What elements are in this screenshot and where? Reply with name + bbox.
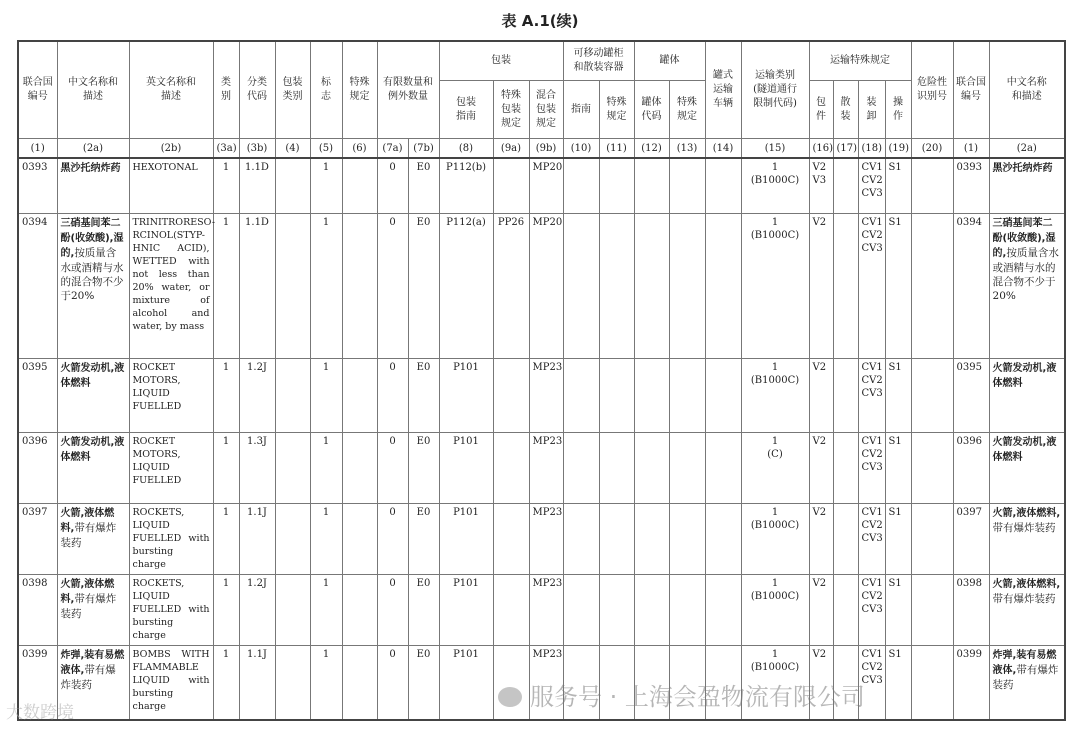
table-row	[18, 213, 1065, 358]
table-row	[18, 158, 1065, 213]
special-packing	[493, 503, 529, 574]
mixed-packing: MP23	[529, 645, 563, 720]
class-code: 1.1J	[239, 645, 275, 720]
pt-instruction	[563, 432, 599, 503]
tank-code	[634, 158, 669, 213]
column-number: (5)	[310, 139, 342, 159]
tank-code	[634, 503, 669, 574]
packages-provision: V2	[809, 358, 833, 432]
name-zh-rest: 带有爆炸装药	[992, 592, 1056, 605]
bulk-provision	[833, 645, 858, 720]
name-zh-bold: 火箭发动机,液体燃料	[60, 362, 125, 389]
header-transport-special: 运输特殊规定	[809, 41, 911, 81]
name-zh-rest: 按质量含水或酒精与水的混合物不少于20%	[60, 246, 124, 302]
class-code: 1.3J	[239, 432, 275, 503]
transport-category: 1 (B1000C)	[741, 503, 809, 574]
limited-quantity: 0	[377, 645, 408, 720]
tank-special	[669, 645, 705, 720]
special-provisions	[342, 158, 377, 213]
column-number: (2a)	[989, 139, 1065, 159]
pt-special	[599, 503, 634, 574]
class: 1	[213, 358, 239, 432]
column-number: (7b)	[408, 139, 439, 159]
class: 1	[213, 645, 239, 720]
column-number: (1)	[18, 139, 57, 159]
pt-special	[599, 645, 634, 720]
name-zh-bold: 火箭,液体燃料,	[60, 578, 115, 605]
name-en: ROCKET MOTORS, LIQUID FUELLED	[129, 358, 213, 432]
packing-instruction: P101	[439, 645, 493, 720]
labels: 1	[310, 213, 342, 358]
name-zh-bold: 炸弹,装有易燃液体,	[60, 649, 125, 676]
excepted-quantity: E0	[408, 432, 439, 503]
header-class: 类 别	[213, 41, 239, 139]
header-un-no-2: 联合国 编号	[953, 41, 989, 139]
column-number: (2a)	[57, 139, 129, 159]
un-number: 0399	[18, 645, 57, 720]
limited-quantity: 0	[377, 358, 408, 432]
un-number-right: 0393	[953, 158, 989, 213]
pt-special	[599, 432, 634, 503]
name-zh	[57, 432, 129, 503]
tank-vehicle	[705, 645, 741, 720]
header-tank-vehicle: 罐式 运输 车辆	[705, 41, 741, 139]
name-zh	[57, 213, 129, 358]
name-zh-bold: 黑沙托纳炸药	[60, 163, 121, 174]
tank-special	[669, 432, 705, 503]
bulk-provision	[833, 574, 858, 645]
class-code: 1.1J	[239, 503, 275, 574]
packing-group	[275, 503, 310, 574]
operation-provision: S1	[885, 574, 911, 645]
packing-group	[275, 574, 310, 645]
packing-instruction: P101	[439, 574, 493, 645]
name-zh-bold: 火箭,液体燃料,	[992, 578, 1061, 590]
header-name-en: 英文名称和 描述	[129, 41, 213, 139]
packages-provision: V2	[809, 645, 833, 720]
excepted-quantity: E0	[408, 503, 439, 574]
hazard-id	[911, 645, 953, 720]
header-transport-category: 运输类别 (隧道通行 限制代码)	[741, 41, 809, 139]
column-number: (11)	[599, 139, 634, 159]
mixed-packing: MP23	[529, 574, 563, 645]
packing-instruction: P101	[439, 432, 493, 503]
name-zh	[57, 574, 129, 645]
column-number: (3a)	[213, 139, 239, 159]
loading-provision: CV1 CV2 CV3	[858, 432, 885, 503]
excepted-quantity: E0	[408, 645, 439, 720]
pt-instruction	[563, 574, 599, 645]
operation-provision: S1	[885, 358, 911, 432]
tank-vehicle	[705, 358, 741, 432]
packages-provision: V2	[809, 213, 833, 358]
transport-category: 1 (B1000C)	[741, 158, 809, 213]
table-row	[18, 432, 1065, 503]
un-number-right: 0398	[953, 574, 989, 645]
excepted-quantity: E0	[408, 213, 439, 358]
name-en: ROCKETS, LIQUID FUELLED with bursting charge	[129, 503, 213, 574]
header-packing-group: 包装 类别	[275, 41, 310, 139]
name-zh	[57, 645, 129, 720]
column-number: (20)	[911, 139, 953, 159]
column-number: (7a)	[377, 139, 408, 159]
special-packing	[493, 645, 529, 720]
labels: 1	[310, 645, 342, 720]
labels: 1	[310, 158, 342, 213]
name-zh-right	[989, 645, 1065, 720]
pt-special	[599, 574, 634, 645]
mixed-packing: MP23	[529, 503, 563, 574]
operation-provision: S1	[885, 158, 911, 213]
loading-provision: CV1 CV2 CV3	[858, 213, 885, 358]
mixed-packing: MP23	[529, 432, 563, 503]
column-number: (19)	[885, 139, 911, 159]
class: 1	[213, 158, 239, 213]
pt-special	[599, 158, 634, 213]
column-number: (14)	[705, 139, 741, 159]
tank-special	[669, 503, 705, 574]
name-zh-rest: 带有爆炸装药	[992, 663, 1059, 691]
table-row	[18, 645, 1065, 720]
packages-provision: V2 V3	[809, 158, 833, 213]
header-un-no: 联合国 编号	[18, 41, 57, 139]
limited-quantity: 0	[377, 503, 408, 574]
name-zh-rest: 带有爆炸装药	[60, 663, 116, 691]
special-provisions	[342, 358, 377, 432]
column-number: (10)	[563, 139, 599, 159]
operation-provision: S1	[885, 213, 911, 358]
name-zh-bold: 火箭,液体燃料,	[992, 507, 1061, 519]
transport-category: 1 (B1000C)	[741, 358, 809, 432]
header-hazard-id: 危险性 识别号	[911, 41, 953, 139]
column-number: (3b)	[239, 139, 275, 159]
labels: 1	[310, 503, 342, 574]
packages-provision: V2	[809, 503, 833, 574]
limited-quantity: 0	[377, 158, 408, 213]
column-number: (9a)	[493, 139, 529, 159]
class: 1	[213, 503, 239, 574]
name-zh-rest: 带有爆炸装药	[60, 592, 117, 620]
dangerous-goods-table	[17, 40, 1066, 721]
special-packing	[493, 574, 529, 645]
table-row	[18, 574, 1065, 645]
column-number: (8)	[439, 139, 493, 159]
hazard-id	[911, 213, 953, 358]
mixed-packing: MP23	[529, 358, 563, 432]
tank-vehicle	[705, 574, 741, 645]
loading-provision: CV1 CV2 CV3	[858, 158, 885, 213]
special-packing	[493, 358, 529, 432]
tank-code	[634, 358, 669, 432]
hazard-id	[911, 358, 953, 432]
column-number: (18)	[858, 139, 885, 159]
limited-quantity: 0	[377, 213, 408, 358]
packing-instruction: P101	[439, 503, 493, 574]
un-number: 0396	[18, 432, 57, 503]
column-number: (15)	[741, 139, 809, 159]
tank-code	[634, 645, 669, 720]
header-name-zh-2: 中文名称 和描述	[989, 41, 1065, 139]
un-number-right: 0396	[953, 432, 989, 503]
tank-special	[669, 358, 705, 432]
tank-vehicle	[705, 158, 741, 213]
header-bulk: 散 装	[833, 81, 858, 139]
special-provisions	[342, 645, 377, 720]
pt-special	[599, 213, 634, 358]
class-code: 1.1D	[239, 158, 275, 213]
mixed-packing: MP20	[529, 213, 563, 358]
column-number: (4)	[275, 139, 310, 159]
header-class-code: 分类 代码	[239, 41, 275, 139]
tank-code	[634, 574, 669, 645]
column-number: (6)	[342, 139, 377, 159]
class-code: 1.1D	[239, 213, 275, 358]
special-provisions	[342, 503, 377, 574]
packing-instruction: P101	[439, 358, 493, 432]
name-zh-bold: 黑沙托纳炸药	[992, 163, 1053, 174]
packing-group	[275, 358, 310, 432]
header-portable-tanks: 可移动罐柜 和散装容器	[563, 41, 634, 81]
packing-group	[275, 432, 310, 503]
brand-watermark: 大数跨境	[6, 703, 74, 723]
excepted-quantity: E0	[408, 358, 439, 432]
header-tank-special: 特殊 规定	[669, 81, 705, 139]
special-packing	[493, 158, 529, 213]
name-zh-rest: 带有爆炸装药	[60, 521, 117, 549]
packing-group	[275, 213, 310, 358]
special-provisions	[342, 574, 377, 645]
table-row	[18, 503, 1065, 574]
tank-special	[669, 213, 705, 358]
name-zh-bold: 火箭发动机,液体燃料	[992, 362, 1057, 389]
column-number: (12)	[634, 139, 669, 159]
pt-instruction	[563, 158, 599, 213]
name-zh-bold: 火箭发动机,液体燃料	[992, 436, 1057, 463]
name-zh-bold: 炸弹,装有易燃液体,	[992, 649, 1057, 676]
tank-code	[634, 213, 669, 358]
hazard-id	[911, 432, 953, 503]
name-en: HEXOTONAL	[129, 158, 213, 213]
loading-provision: CV1 CV2 CV3	[858, 574, 885, 645]
table-row	[18, 358, 1065, 432]
un-number: 0393	[18, 158, 57, 213]
tank-special	[669, 574, 705, 645]
un-number-right: 0397	[953, 503, 989, 574]
hazard-id	[911, 574, 953, 645]
loading-provision: CV1 CV2 CV3	[858, 503, 885, 574]
header-pt-instructions: 指南	[563, 81, 599, 139]
name-zh	[57, 503, 129, 574]
pt-instruction	[563, 358, 599, 432]
transport-category: 1 (B1000C)	[741, 213, 809, 358]
name-zh-right	[989, 158, 1065, 213]
bulk-provision	[833, 358, 858, 432]
operation-provision: S1	[885, 645, 911, 720]
un-number: 0395	[18, 358, 57, 432]
tank-code	[634, 432, 669, 503]
name-zh-bold: 火箭,液体燃料,	[60, 507, 115, 534]
header-operation: 操 作	[885, 81, 911, 139]
column-number: (2b)	[129, 139, 213, 159]
bulk-provision	[833, 213, 858, 358]
header-pt-special: 特殊 规定	[599, 81, 634, 139]
service-watermark-text: 服务号 · 上海会盈物流有限公司	[530, 683, 865, 711]
packing-group	[275, 645, 310, 720]
bulk-provision	[833, 432, 858, 503]
header-tanks: 罐体	[634, 41, 705, 81]
header-packing-instructions: 包装 指南	[439, 81, 493, 139]
pt-special	[599, 358, 634, 432]
special-provisions	[342, 213, 377, 358]
bulk-provision	[833, 503, 858, 574]
special-packing	[493, 432, 529, 503]
class: 1	[213, 213, 239, 358]
loading-provision: CV1 CV2 CV3	[858, 645, 885, 720]
header-labels: 标 志	[310, 41, 342, 139]
name-en: BOMBS WITH FLAMMABLE LIQUID with bursting charge	[129, 645, 213, 720]
un-number: 0397	[18, 503, 57, 574]
limited-quantity: 0	[377, 574, 408, 645]
header-tank-code: 罐体 代码	[634, 81, 669, 139]
un-number: 0398	[18, 574, 57, 645]
header-name-zh: 中文名称和 描述	[57, 41, 129, 139]
packages-provision: V2	[809, 574, 833, 645]
transport-category: 1 (B1000C)	[741, 645, 809, 720]
tank-vehicle	[705, 503, 741, 574]
class-code: 1.2J	[239, 358, 275, 432]
table-title: 表 A.1(续)	[501, 12, 579, 30]
mixed-packing: MP20	[529, 158, 563, 213]
name-zh-right	[989, 358, 1065, 432]
labels: 1	[310, 432, 342, 503]
excepted-quantity: E0	[408, 158, 439, 213]
labels: 1	[310, 574, 342, 645]
column-number-row	[18, 139, 1065, 159]
header-special-provisions: 特殊 规定	[342, 41, 377, 139]
name-en: ROCKETS, LIQUID FUELLED with bursting charge	[129, 574, 213, 645]
name-zh-right	[989, 213, 1065, 358]
class: 1	[213, 574, 239, 645]
tank-vehicle	[705, 213, 741, 358]
un-number-right: 0399	[953, 645, 989, 720]
name-zh-rest: 按质量含水或酒精与水的混合物不少于20%	[992, 246, 1059, 302]
transport-category: 1 (B1000C)	[741, 574, 809, 645]
packing-instruction: P112(b)	[439, 158, 493, 213]
tank-vehicle	[705, 432, 741, 503]
header-special-packing: 特殊 包装 规定	[493, 81, 529, 139]
tank-special	[669, 158, 705, 213]
hazard-id	[911, 503, 953, 574]
pt-instruction	[563, 213, 599, 358]
un-number-right: 0394	[953, 213, 989, 358]
header-mixed-packing: 混合 包装 规定	[529, 81, 563, 139]
name-zh	[57, 358, 129, 432]
name-zh	[57, 158, 129, 213]
column-number: (1)	[953, 139, 989, 159]
loading-provision: CV1 CV2 CV3	[858, 358, 885, 432]
name-zh-right	[989, 574, 1065, 645]
packing-instruction: P112(a)	[439, 213, 493, 358]
special-packing: PP26	[493, 213, 529, 358]
bulk-provision	[833, 158, 858, 213]
class: 1	[213, 432, 239, 503]
column-number: (16)	[809, 139, 833, 159]
operation-provision: S1	[885, 503, 911, 574]
excepted-quantity: E0	[408, 574, 439, 645]
special-provisions	[342, 432, 377, 503]
class-code: 1.2J	[239, 574, 275, 645]
hazard-id	[911, 158, 953, 213]
packing-group	[275, 158, 310, 213]
labels: 1	[310, 358, 342, 432]
name-zh-right	[989, 503, 1065, 574]
column-number: (17)	[833, 139, 858, 159]
header-limited-quantity: 有限数量和 例外数量	[377, 41, 439, 139]
packages-provision: V2	[809, 432, 833, 503]
transport-category: 1 (C)	[741, 432, 809, 503]
limited-quantity: 0	[377, 432, 408, 503]
un-number: 0394	[18, 213, 57, 358]
name-zh-bold: 三硝基间苯二酚(收敛酸),湿的,	[992, 217, 1056, 259]
name-zh-rest: 带有爆炸装药	[992, 521, 1056, 534]
header-loading: 装 卸	[858, 81, 885, 139]
column-number: (13)	[669, 139, 705, 159]
name-en: ROCKET MOTORS, LIQUID FUELLED	[129, 432, 213, 503]
name-zh-right	[989, 432, 1065, 503]
name-zh-bold: 火箭发动机,液体燃料	[60, 436, 125, 463]
header-packaging: 包装	[439, 41, 563, 81]
header-packages: 包 件	[809, 81, 833, 139]
operation-provision: S1	[885, 432, 911, 503]
un-number-right: 0395	[953, 358, 989, 432]
pt-instruction	[563, 645, 599, 720]
column-number: (9b)	[529, 139, 563, 159]
name-en: TRINITRORESO-RCINOL(STYP-HNIC ACID), WETTED with not less than 20% water, or mixture of alcohol and water, by mass	[129, 213, 213, 358]
name-zh-bold: 三硝基间苯二酚(收敛酸),湿的,	[60, 217, 124, 259]
pt-instruction	[563, 503, 599, 574]
